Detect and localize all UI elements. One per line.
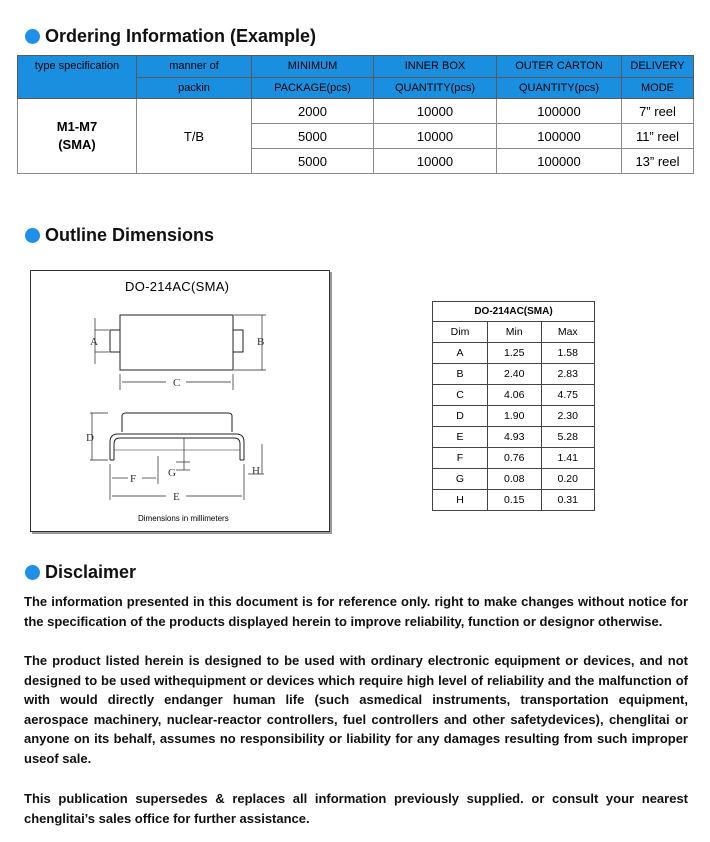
outline-title: Outline Dimensions bbox=[45, 225, 215, 245]
dim-letter-d: D bbox=[86, 432, 94, 444]
dim-letter-g: G bbox=[168, 467, 176, 479]
delivery-mode-value: 11” reel bbox=[622, 124, 694, 149]
outer-carton-value: 100000 bbox=[497, 99, 622, 124]
dim-letter-c: C bbox=[173, 377, 181, 389]
dim-letter-b: B bbox=[257, 336, 265, 348]
header-packing-2: packin bbox=[137, 77, 252, 99]
min-header: Min bbox=[488, 322, 542, 343]
delivery-mode-value: 13” reel bbox=[622, 149, 694, 174]
inner-box-value: 10000 bbox=[374, 149, 497, 174]
dim-letter-h: H bbox=[252, 465, 260, 477]
packing-cell: T/B bbox=[137, 99, 252, 174]
package-label: DO-214AC(SMA) bbox=[125, 279, 230, 294]
table-row: E 4.93 5.28 bbox=[433, 427, 595, 448]
inner-box-value: 10000 bbox=[374, 124, 497, 149]
table-row: D 1.90 2.30 bbox=[433, 406, 595, 427]
model-package: (SMA) bbox=[58, 137, 96, 152]
inner-box-value: 10000 bbox=[374, 99, 497, 124]
max-header: Max bbox=[541, 322, 595, 343]
header-outer-carton-2: QUANTITY(pcs) bbox=[497, 77, 622, 99]
ordering-title: Ordering Information (Example) bbox=[45, 26, 317, 46]
header-delivery-mode: DELIVERY bbox=[622, 56, 694, 78]
header-min-package-2: PACKAGE(pcs) bbox=[252, 77, 374, 99]
header-delivery-mode-2: MODE bbox=[622, 77, 694, 99]
header-outer-carton: OUTER CARTON bbox=[497, 56, 622, 78]
outer-carton-value: 100000 bbox=[497, 149, 622, 174]
table-row: C 4.06 4.75 bbox=[433, 385, 595, 406]
disclaimer-paragraph-2: The product listed herein is designed to be used with ordinary electronic equipment or devices, and not designed to be used withequipment or devices which require high level of reliability and the malfunction of with would directly endanger human life (such asmedical instruments, transportation equipment, aerospace machinery, nuclear-reactor controllers, fuel controllers and other safetydevices), chenglitai or anyone on its behalf, assumes no responsibility or liability for any damages resulting from such improper useof sale. bbox=[24, 653, 688, 766]
dim-letter-f: F bbox=[130, 473, 137, 485]
header-type-spec: type specification bbox=[18, 56, 137, 99]
table-row: G 0.08 0.20 bbox=[433, 469, 595, 490]
dimensions-table bbox=[432, 301, 595, 511]
table-row: H 0.15 0.31 bbox=[433, 490, 595, 511]
disclaimer-paragraph-3: This publication supersedes & replaces all information previously supplied. or consult your nearest chenglitai’s sales office for further assistance. bbox=[24, 791, 688, 826]
table-row: B 2.40 2.83 bbox=[433, 364, 595, 385]
bullet-icon bbox=[25, 565, 40, 580]
disclaimer-title: Disclaimer bbox=[45, 562, 137, 582]
header-packing: manner of bbox=[137, 56, 252, 78]
dimensions-caption: Dimensions in millimeters bbox=[138, 514, 229, 523]
disclaimer-paragraph-1: The information presented in this document is for reference only. right to make changes without notice for the specification of the products displayed herein to improve reliability, function or designor otherwise. bbox=[24, 594, 688, 629]
dimensions-table-title: DO-214AC(SMA) bbox=[433, 302, 595, 322]
dim-header: Dim bbox=[433, 322, 488, 343]
top-view-body bbox=[120, 315, 233, 370]
dim-letter-e: E bbox=[173, 491, 180, 503]
model-name: M1-M7 bbox=[56, 119, 98, 134]
min-package-value: 2000 bbox=[252, 99, 374, 124]
delivery-mode-value: 7” reel bbox=[622, 99, 694, 124]
table-row: A 1.25 1.58 bbox=[433, 343, 595, 364]
min-package-value: 5000 bbox=[252, 149, 374, 174]
min-package-value: 5000 bbox=[252, 124, 374, 149]
outer-carton-value: 100000 bbox=[497, 124, 622, 149]
outline-drawing bbox=[0, 0, 340, 540]
header-inner-box: INNER BOX bbox=[374, 56, 497, 78]
header-inner-box-2: QUANTITY(pcs) bbox=[374, 77, 497, 99]
header-min-package: MINIMUM bbox=[252, 56, 374, 78]
dim-letter-a: A bbox=[90, 336, 98, 348]
disclaimer-section-title bbox=[25, 562, 136, 583]
table-row: F 0.76 1.41 bbox=[433, 448, 595, 469]
